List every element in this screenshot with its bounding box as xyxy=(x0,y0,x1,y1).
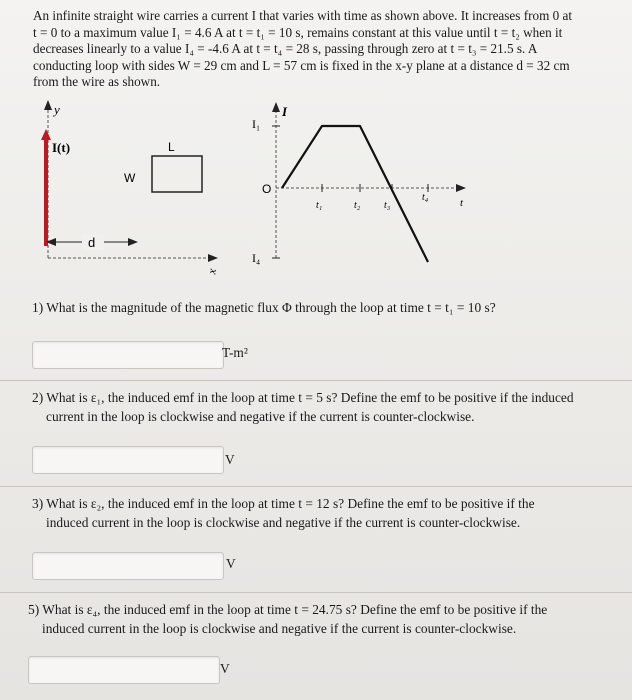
question-number: 1) xyxy=(32,300,44,315)
i-axis-label: I xyxy=(282,104,288,119)
y-axis-label: y xyxy=(54,102,60,117)
question-number: 3) xyxy=(32,496,44,511)
tick-label-t1: t₁ xyxy=(316,200,323,211)
question-text: What is ε₂, the induced emf in the loop at time t = 12 s? Define the emf to be positive if the xyxy=(46,496,535,511)
question-5 xyxy=(28,600,618,638)
problem-figure xyxy=(20,96,490,286)
intro-line: An infinite straight wire carries a current I that varies with time as shown above. It increases from 0 at xyxy=(33,8,573,23)
intro-line: conducting loop with sides W = 29 cm and L = 57 cm is fixed in the x-y plane at a distance d = 32 cm xyxy=(33,57,570,73)
divider xyxy=(0,486,632,487)
conducting-loop xyxy=(152,156,202,192)
question-text-line-2: induced current in the loop is clockwise and negative if the current is counter-clockwise. xyxy=(46,515,521,530)
wire-loop-diagram xyxy=(41,100,219,276)
question-number: 5) xyxy=(28,602,40,617)
answer-unit-1: T-m² xyxy=(222,345,248,360)
current-vs-time-graph xyxy=(252,102,466,265)
i-axis-arrowhead xyxy=(272,102,280,112)
question-number: 2) xyxy=(32,390,44,405)
answer-unit-2: V xyxy=(225,452,235,467)
current-curve xyxy=(282,126,428,262)
question-3 xyxy=(32,494,617,532)
answer-input-2[interactable] xyxy=(32,446,224,474)
intro-line: t = 0 to a maximum value I₁ = 4.6 A at t = t₁ = 10 s, remains constant at this value until t = t₂ when it xyxy=(33,24,563,40)
y-axis-arrowhead xyxy=(44,100,52,110)
answer-unit-5: V xyxy=(220,661,230,676)
intro-line: decreases linearly to a value I₄ = -4.6 A at t = t₄ = 28 s, passing through zero at t = t₃ = 21.5 s. A xyxy=(33,41,538,56)
answer-input-1[interactable] xyxy=(32,341,224,369)
i1-label: I₁ xyxy=(252,117,261,131)
divider xyxy=(0,592,632,593)
i4-label: I₄ xyxy=(252,251,261,265)
loop-width-label: W xyxy=(124,171,136,185)
tick-label-t3: t₃ xyxy=(384,200,391,211)
t-axis-label: t xyxy=(460,197,464,209)
current-label: I(t) xyxy=(52,140,71,155)
divider xyxy=(0,380,632,381)
origin-label: O xyxy=(262,182,272,196)
question-2 xyxy=(32,388,617,426)
loop-length-label: L xyxy=(168,140,175,154)
t-axis-arrowhead xyxy=(456,184,466,192)
current-arrowhead xyxy=(41,129,51,140)
distance-label: d xyxy=(88,235,96,250)
x-axis-arrowhead xyxy=(208,254,218,262)
answer-input-5[interactable] xyxy=(28,656,220,684)
question-1 xyxy=(32,298,612,317)
x-axis-label: x xyxy=(204,267,220,276)
intro-line: from the wire as shown. xyxy=(33,74,161,89)
question-text: What is ε₄, the induced emf in the loop at time t = 24.75 s? Define the emf to be positive if the xyxy=(42,602,548,617)
problem-statement xyxy=(33,8,613,91)
answer-input-3[interactable] xyxy=(32,552,224,580)
distance-arrowhead-right xyxy=(128,238,138,246)
tick-label-t2: t₂ xyxy=(354,200,361,211)
question-text: What is the magnitude of the magnetic flux Φ through the loop at time t = t₁ = 10 s? xyxy=(46,300,496,315)
question-text: What is ε₁, the induced emf in the loop at time t = 5 s? Define the emf to be positive if the induced xyxy=(46,390,574,405)
answer-unit-3: V xyxy=(226,556,236,571)
question-text-line-2: induced current in the loop is clockwise and negative if the current is counter-clockwise. xyxy=(42,621,517,636)
tick-label-t4: t₄ xyxy=(422,192,429,203)
question-text-line-2: current in the loop is clockwise and negative if the current is counter-clockwise. xyxy=(46,409,475,424)
